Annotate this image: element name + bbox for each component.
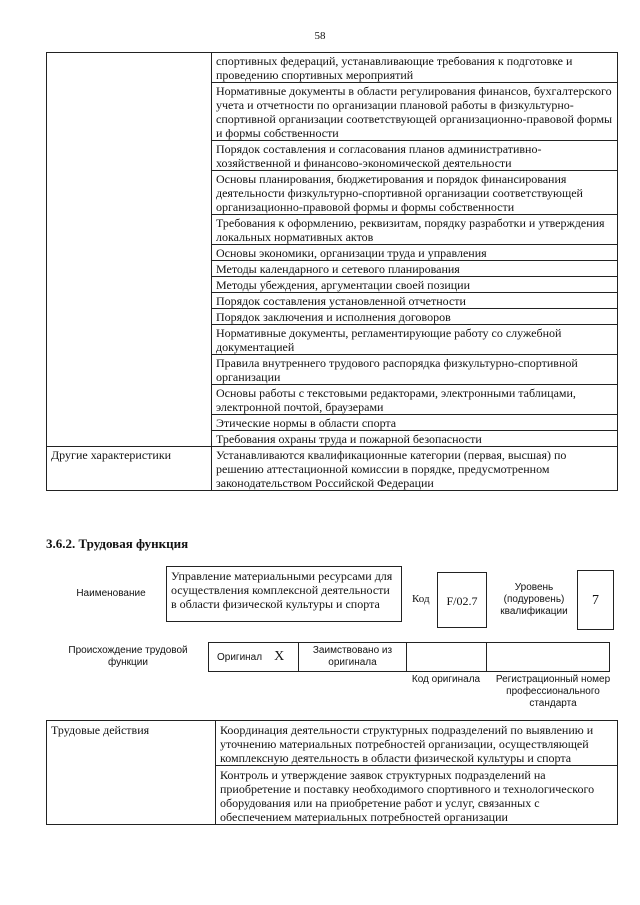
origin-original-mark: X	[274, 649, 285, 664]
row-text: Методы убеждения, аргументации своей позиции	[212, 277, 618, 293]
row-text: спортивных федераций, устанавливающие требования к подготовке и проведению спортивных мероприятий	[212, 53, 618, 83]
row-text: Основы планирования, бюджетирования и порядок финансирования деятельности физкультурно-спортивной организации соответствующей организационно-правовой формы и формы собственности	[212, 171, 618, 215]
requirements-table	[46, 52, 618, 491]
row-text: Основы работы с текстовыми редакторами, электронными таблицами, электронной почтой, браузерами	[212, 385, 618, 415]
actions-label: Трудовые действия	[47, 721, 216, 825]
row-text: Порядок составления и согласования планов административно-хозяйственной и финансово-экономической деятельности	[212, 141, 618, 171]
row-label: Другие характеристики	[47, 447, 212, 491]
row-text: Методы календарного и сетевого планирования	[212, 261, 618, 277]
row-text: Порядок заключения и исполнения договоров	[212, 309, 618, 325]
row-text: Правила внутреннего трудового распорядка физкультурно-спортивной организации	[212, 355, 618, 385]
labor-actions-table	[46, 720, 618, 825]
origin-borrowed-label: Заимствовано из оригинала	[299, 643, 407, 671]
origin-label: Происхождение трудовой функции	[68, 645, 188, 668]
action-text: Контроль и утверждение заявок структурных подразделений на приобретение и поставку необходимого спортивного и технологического оборудования или на приобретение работ и услуг, связанных с обеспечением материальных потребностей организации	[216, 766, 618, 825]
row-text: Нормативные документы, регламентирующие работу со служебной документацией	[212, 325, 618, 355]
row-text: Порядок составления установленной отчетности	[212, 293, 618, 309]
page-number: 58	[314, 30, 326, 42]
origin-code-cell	[407, 643, 487, 671]
table-row	[47, 53, 618, 83]
origin-reg-caption: Регистрационный номер профессионального стандарта	[495, 674, 611, 709]
function-name-label: Наименование	[76, 588, 146, 599]
table-row	[47, 447, 618, 491]
row-text: Устанавливаются квалификационные категории (первая, высшая) по решению аттестационной комиссии в порядке, предусмотренном законодательством Российской Федерации	[212, 447, 618, 491]
origin-reg-cell	[487, 643, 609, 671]
function-name-value: Управление материальными ресурсами для осуществления комплексной деятельности в области физической культуры и спорта	[166, 566, 402, 622]
section-title: 3.6.2. Трудовая функция	[46, 536, 189, 551]
row-text: Требования охраны труда и пожарной безопасности	[212, 431, 618, 447]
row-text: Основы экономики, организации труда и управления	[212, 245, 618, 261]
row-text: Нормативные документы в области регулирования финансов, бухгалтерского учета и отчетности по организации плановой работы в физкультурно-спортивной организации соответствующей организационно-правовой формы и формы собственности	[212, 83, 618, 141]
qualification-level-label: Уровень (подуровень) квалификации	[500, 582, 568, 617]
qualification-level-value: 7	[577, 570, 614, 630]
row-text: Этические нормы в области спорта	[212, 415, 618, 431]
origin-row	[208, 642, 610, 672]
function-code-label: Код	[412, 593, 430, 605]
action-text: Координация деятельности структурных подразделений по выявлению и уточнению материальных потребностей организации, осуществляющей комплексную деятельность в области физической культуры и спорта	[216, 721, 618, 766]
table-row	[47, 721, 618, 766]
function-code-value: F/02.7	[437, 572, 487, 628]
row-label	[47, 53, 212, 447]
origin-code-caption: Код оригинала	[411, 674, 481, 685]
origin-original-label: Оригинал	[217, 651, 263, 663]
origin-original-cell	[209, 643, 299, 671]
row-text: Требования к оформлению, реквизитам, порядку разработки и утверждения локальных нормативных актов	[212, 215, 618, 245]
